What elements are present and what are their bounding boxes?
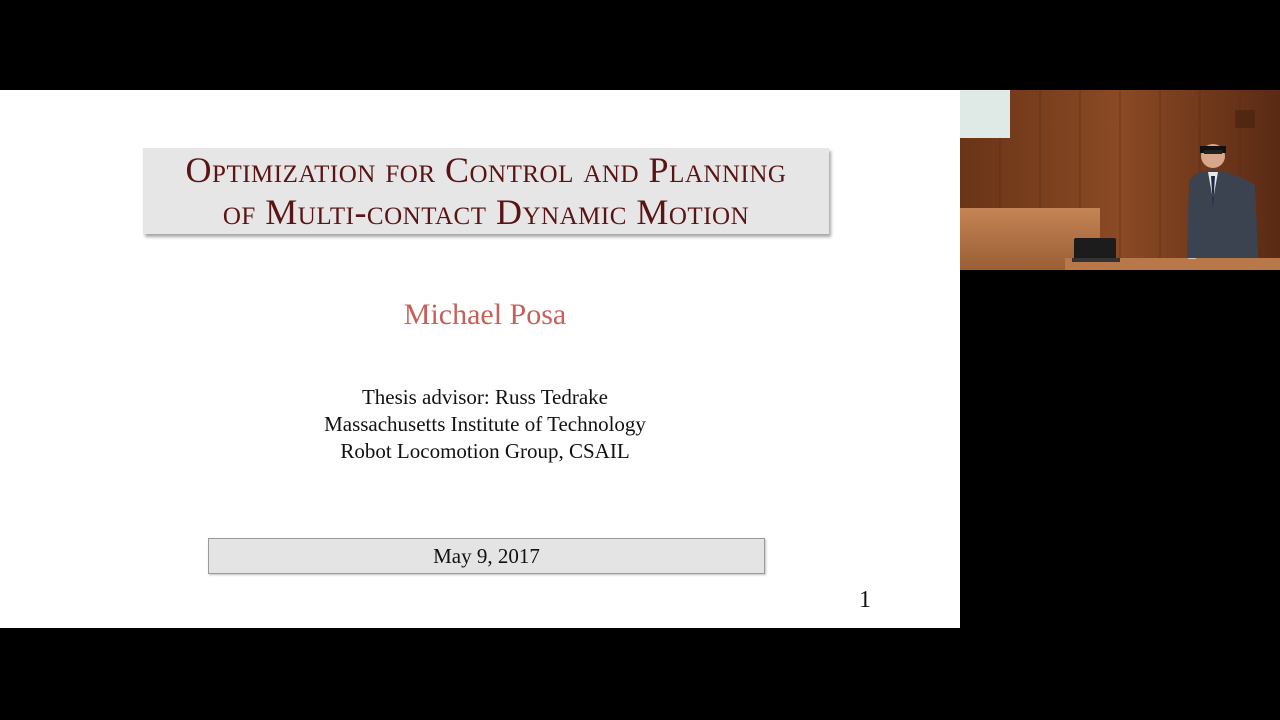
institution-line: Massachusetts Institute of Technology xyxy=(324,412,646,436)
title-line-2: of Multi-contact Dynamic Motion xyxy=(222,192,750,232)
title-line-1: Optimization for Control and Planning xyxy=(185,150,787,190)
author-name: Michael Posa xyxy=(403,298,567,331)
projector-screen-glimpse xyxy=(960,90,1010,138)
thesis-advisor-line: Thesis advisor: Russ Tedrake xyxy=(361,385,609,409)
title-box xyxy=(143,148,829,234)
presentation-slide xyxy=(0,90,960,628)
speaker-video-feed xyxy=(960,90,1280,270)
group-line: Robot Locomotion Group, CSAIL xyxy=(340,439,630,463)
date-text: May 9, 2017 xyxy=(433,543,540,568)
slide-page-number: 1 xyxy=(859,587,871,613)
laptop xyxy=(1074,238,1116,260)
speaker-video-frame xyxy=(960,90,1280,270)
date-box xyxy=(208,538,765,574)
affiliation-block xyxy=(0,384,970,465)
